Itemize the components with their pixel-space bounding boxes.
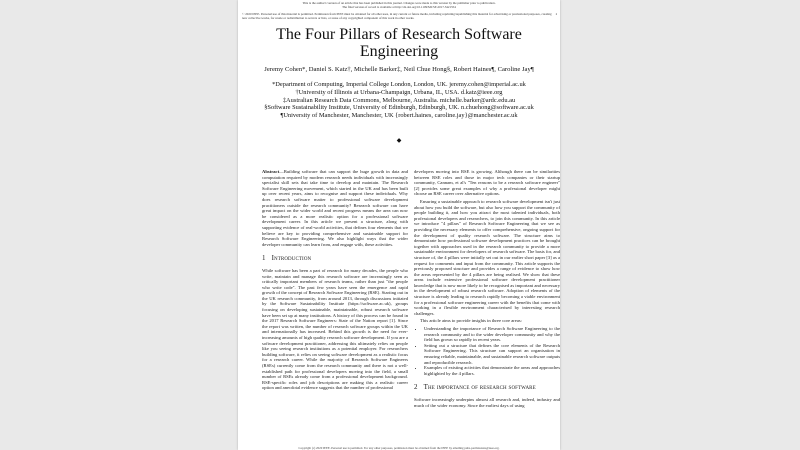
affiliation-1: *Department of Computing, Imperial College London, London, UK. jeremy.cohen@imperial.ac.uk (272, 81, 526, 88)
header-doi: The final version of record is available at http://dx.doi.org/10.1109/MCSE.2017.3421554 (342, 5, 456, 9)
pdf-page[interactable] (238, 0, 560, 450)
right-gutter (560, 0, 800, 450)
paragraph: Ensuring a sustainable approach to research software development isn't just about how you build the software, but also how you support the community of people building it, and how you attract the most talented individuals, both professional developers and researchers, to join this community. In this article we introduce "4 pillars" of Research Software Engineering that we see as providing the necessary elements to offer comprehensive, ongoing support for the development of quality research software. The structure aims to demonstrate how professional software development practices can be brought together with approaches used in the research community to provide a more sustainable environment for developers of research software. The basis for, and structure of, the 4 pillars were initially set out in our earlier short paper [3] as a request for comments and input from the community. This article supports the previously proposed structure and provides a range of evidence to show how the areas represented by the 4 pillars are being realised. We show that these areas include extensive professional software development practitioner knowledge that is now more likely to be recognised as important and necessary in the development of robust research software. Adoption of elements of the structure is already leading to research rapidly becoming a viable environment for a professional software engineering career with the benefits that come with working in a flexible environment characterised by interesting research challenges. (414, 198, 560, 316)
list-item: • Setting out a structure that defines the core elements of the Research Software Engineering. This structure can support an organisation in ensuring reliable, maintainable, and sustainable research software outputs and reproducible research. (424, 343, 560, 365)
core-areas-list (414, 326, 560, 376)
abstract (262, 169, 408, 247)
paper-title: The Four Pillars of Research Software Engineering (276, 26, 522, 60)
section-heading-introduction (262, 256, 408, 262)
introduction-paragraph: While software has been a part of research for many decades, the people who write, maintain and manage this research software are increasingly seen as critically important members of research teams, rather than just "the people who write code". The past few years have seen the emergence and rapid growth of the concept of Research Software Engineering (RSE). Starting out in the UK research community, from around 2013, through discussions initiated by the Software Sustainability Institute (https://software.ac.uk), groups focusing on developing sustainable, maintainable, robust research software have been set up at many institutions. A history of this process can be found in the 2017 Research Software Engineers: State of the Nation report [1]. Since the report was written, the number of research software groups within the UK and internationally has increased. Behind this growth is the need for ever-increasing amounts of high quality research software development. If you are a software development practitioner, addressing this ultimately relies on people like you seeing research institutions as a potential employer. For researchers building software, it relies on seeing software development as a realistic focus for a research career. While the majority of Research Software Engineers (RSEs) currently come from the research community and there is not a well-established path for professional developers moving into the field, a small number of RSEs already come from a professional development background. RSE-specific roles and job descriptions are making this a realistic career option and anecdotal evidence suggests that the number of professional (262, 267, 408, 391)
left-gutter (0, 0, 238, 450)
section-title: The importance of research software (423, 383, 536, 392)
paragraph: developers moving into RSE is growing. Although there can be similarities between RSE roles and those in major tech companies or their startup community, Cannam, et al's "Ten reasons to be a research software engineer" [2] provides some great examples of why a professional developer might choose an RSE career over alternative options. (414, 169, 560, 197)
affiliation-3: ‡Australian Research Data Commons, Melbourne, Australia. michelle.barker@ardc.edu.au (282, 96, 516, 104)
author-list: Jeremy Cohen*, Daniel S. Katz†, Michelle Barker‡, Neil Chue Hong§, Robert Haines¶, Caroline Jay¶ (264, 66, 534, 73)
section-heading-importance (414, 385, 560, 391)
page-footer: Copyright (c) 2020 IEEE. Personal use is permitted. For any other purposes, permission must be obtained from the IEEE by emailing pubs-permissions@ieee.org. (298, 446, 500, 450)
affiliation-4: §Software Sustainability Institute, University of Edinburgh, Edinburgh, UK. n.chuehong@software.ac.uk (264, 104, 534, 112)
header-notice: This is the author's version of an article that has been published in this journal. Changes were made to this version by the publisher prior to publication. (302, 1, 496, 5)
section-number: 1 (262, 254, 266, 263)
list-item: • Understanding the importance of Research Software Engineering to the research community and to the wider developer community and why the field has grown so rapidly in recent years. (424, 326, 560, 343)
left-column (262, 169, 408, 393)
abstract-text: —Building software that can support the huge growth in data and computation required by modern research needs individuals with increasingly specialist skill sets that take time to develop and maintain. The Research Software Engineering movement, which started in the UK and has been built up over recent years, aims to recognise and support these individuals. Why does research software matter to professional software development practitioners outside the research community? Research software can have great impact on the wider world and recent progress means the area can now be considered as a more realistic option for a professional software development career. In this article we present a structure, along with supporting evidence of real-world activities, that defines four elements that we believe are key to providing comprehensive and sustainable support for Research Software Engineering. We also highlight ways that the wider developer community can learn from, and engage with, these activities. (262, 169, 408, 247)
section-title: Introduction (271, 254, 312, 263)
section-paragraph: Software increasingly underpins almost all research and, indeed, industry and much of the wider economy. Since the earliest days of using (414, 396, 560, 408)
affiliation-5: ¶University of Manchester, Manchester, UK {robert.haines, caroline.jay}@manchester.ac.uk (280, 112, 518, 120)
page-number: 1 (555, 12, 557, 16)
abstract-label: Abstract (262, 169, 280, 174)
page-header (238, 1, 560, 9)
affiliation-2: †University of Illinois at Urbana-Champaign, Urbana, IL, USA. d.katz@ieee.org (295, 88, 503, 96)
affiliations (238, 81, 560, 120)
list-item: • Examples of existing activities that demonstrate the areas and approaches highlighted by the 4 pillars. (424, 365, 560, 376)
section-number: 2 (414, 383, 418, 392)
diamond-separator-icon: ◆ (396, 138, 402, 144)
copyright-notice: © 2020 IEEE. Personal use of this material is permitted. Permission from IEEE must be obtained for all other uses, in any current or future media, including reprinting/republishing this material for advertising or promotional purposes, creating new collective works, for resale or redistribution to servers or lists, or reuse of any copyrighted component of this work in other works. (242, 12, 552, 20)
paragraph: This article aims to provide insights in three core areas: (420, 318, 522, 324)
right-column (414, 169, 560, 410)
